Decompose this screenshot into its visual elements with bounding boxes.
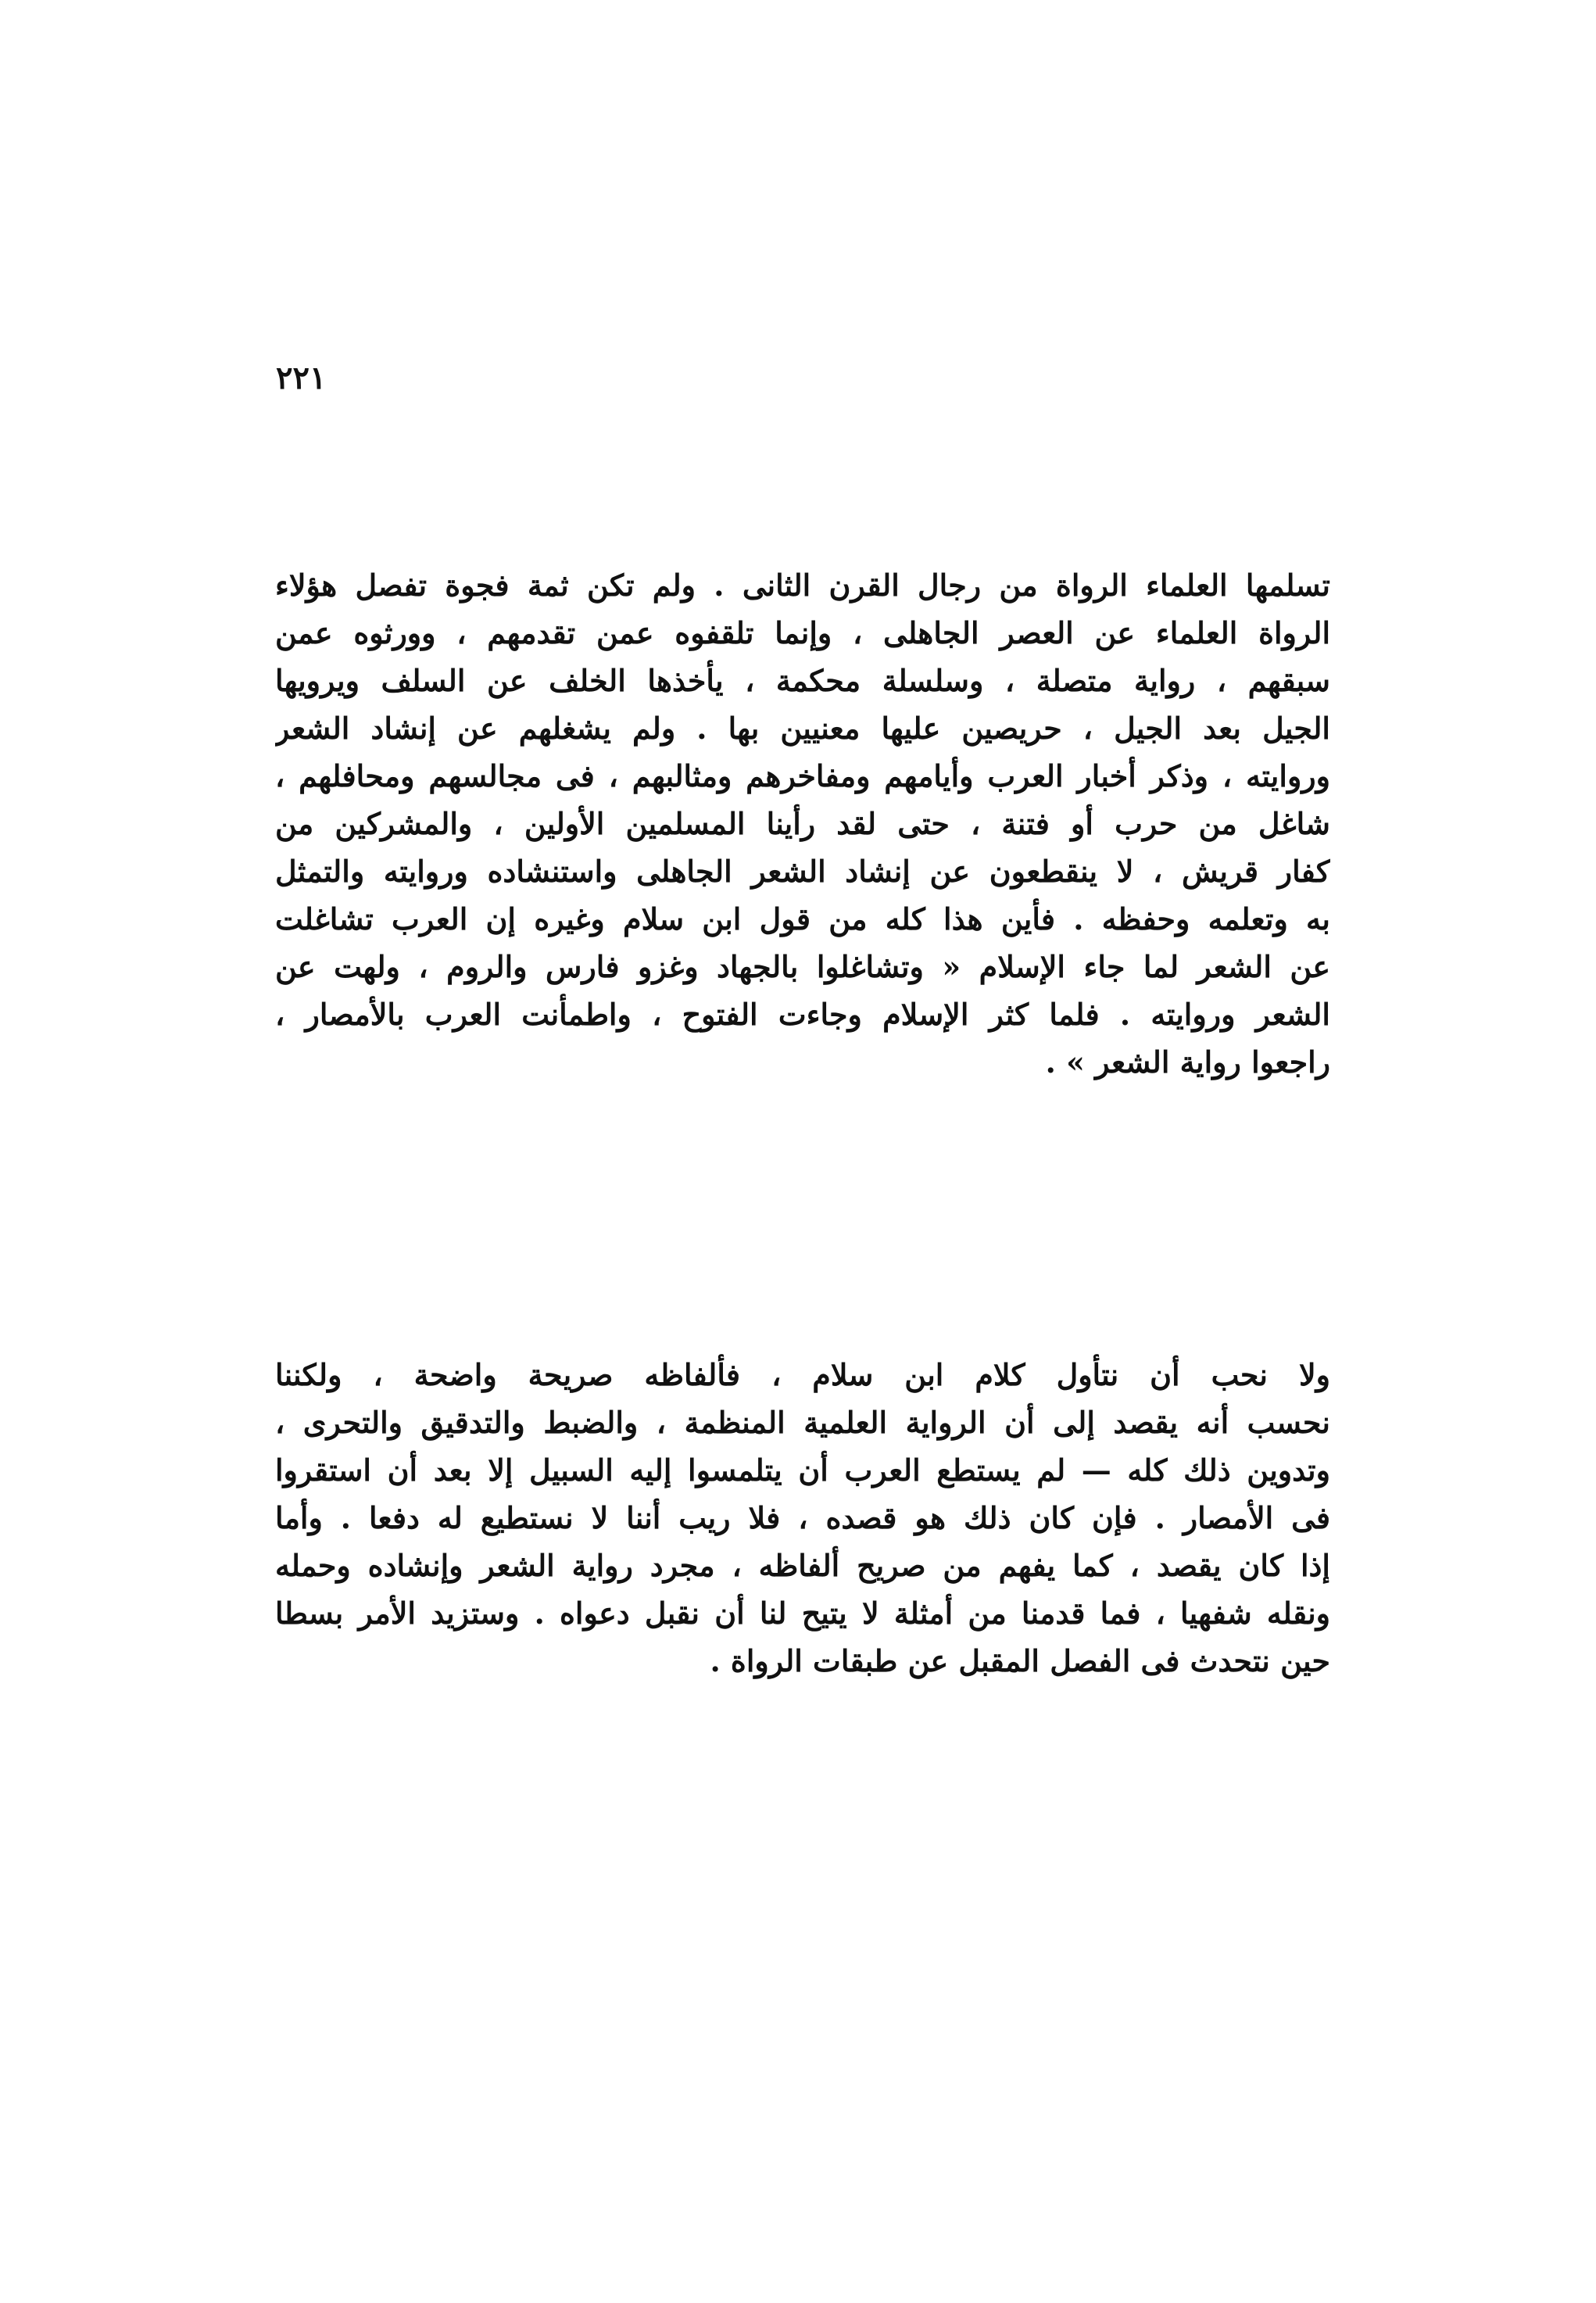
text-line: ونقله شفهيا ، فما قدمنا من أمثلة لا يتيح لنا أن نقبل دعواه . وستزيد الأمر بسطا xyxy=(275,1596,1330,1631)
text-line: حين نتحدث فى الفصل المقبل عن طبقات الرواة . xyxy=(710,1643,1330,1678)
text-line: الرواة العلماء عن العصر الجاهلى ، وإنما تلقفوه عمن تقدمهم ، وورثوه عمن xyxy=(275,615,1330,650)
text-line: الجيل بعد الجيل ، حريصين عليها معنيين بها . ولم يشغلهم عن إنشاد الشعر xyxy=(275,711,1330,746)
text-line: تسلمها العلماء الرواة من رجال القرن الثانى . ولم تكن ثمة فجوة تفصل هؤلاء xyxy=(275,568,1330,603)
text-line: ولا نحب أن نتأول كلام ابن سلام ، فألفاظه صريحة واضحة ، ولكننا xyxy=(275,1357,1330,1392)
text-line: فى الأمصار . فإن كان ذلك هو قصده ، فلا ريب أننا لا نستطيع له دفعا . وأما xyxy=(275,1500,1330,1535)
text-line: عن الشعر لما جاء الإسلام « وتشاغلوا بالجهاد وغزو فارس والروم ، ولهت عن xyxy=(275,949,1330,984)
paragraph-1 xyxy=(275,561,1330,1086)
text-line: وروايته ، وذكر أخبار العرب وأيامهم ومفاخرهم ومثالبهم ، فى مجالسهم ومحافلهم ، xyxy=(275,758,1330,793)
text-line: سبقهم ، رواية متصلة ، وسلسلة محكمة ، يأخذها الخلف عن السلف ويرويها xyxy=(275,663,1330,698)
text-line: إذا كان يقصد ، كما يفهم من صريح ألفاظه ، مجرد رواية الشعر وإنشاده وحمله xyxy=(275,1548,1330,1583)
page-number: ٢٢١ xyxy=(276,360,327,396)
paragraph-2 xyxy=(275,1351,1330,1685)
text-line: نحسب أنه يقصد إلى أن الرواية العلمية المنظمة ، والضبط والتدقيق والتحرى ، xyxy=(275,1405,1330,1440)
text-line: راجعوا رواية الشعر » . xyxy=(1045,1044,1330,1080)
text-line: وتدوين ذلك كله — لم يستطع العرب أن يتلمسوا إليه السبيل إلا بعد أن استقروا xyxy=(275,1452,1330,1488)
text-line: الشعر وروايته . فلما كثر الإسلام وجاءت الفتوح ، واطمأنت العرب بالأمصار ، xyxy=(275,997,1330,1032)
text-line: شاغل من حرب أو فتنة ، حتى لقد رأينا المسلمين الأولين ، والمشركين من xyxy=(275,806,1330,841)
text-line: به وتعلمه وحفظه . فأين هذا كله من قول ابن سلام وغيره إن العرب تشاغلت xyxy=(275,901,1330,937)
text-line: كفار قريش ، لا ينقطعون عن إنشاد الشعر الجاهلى واستنشاده وروايته والتمثل xyxy=(275,854,1330,889)
